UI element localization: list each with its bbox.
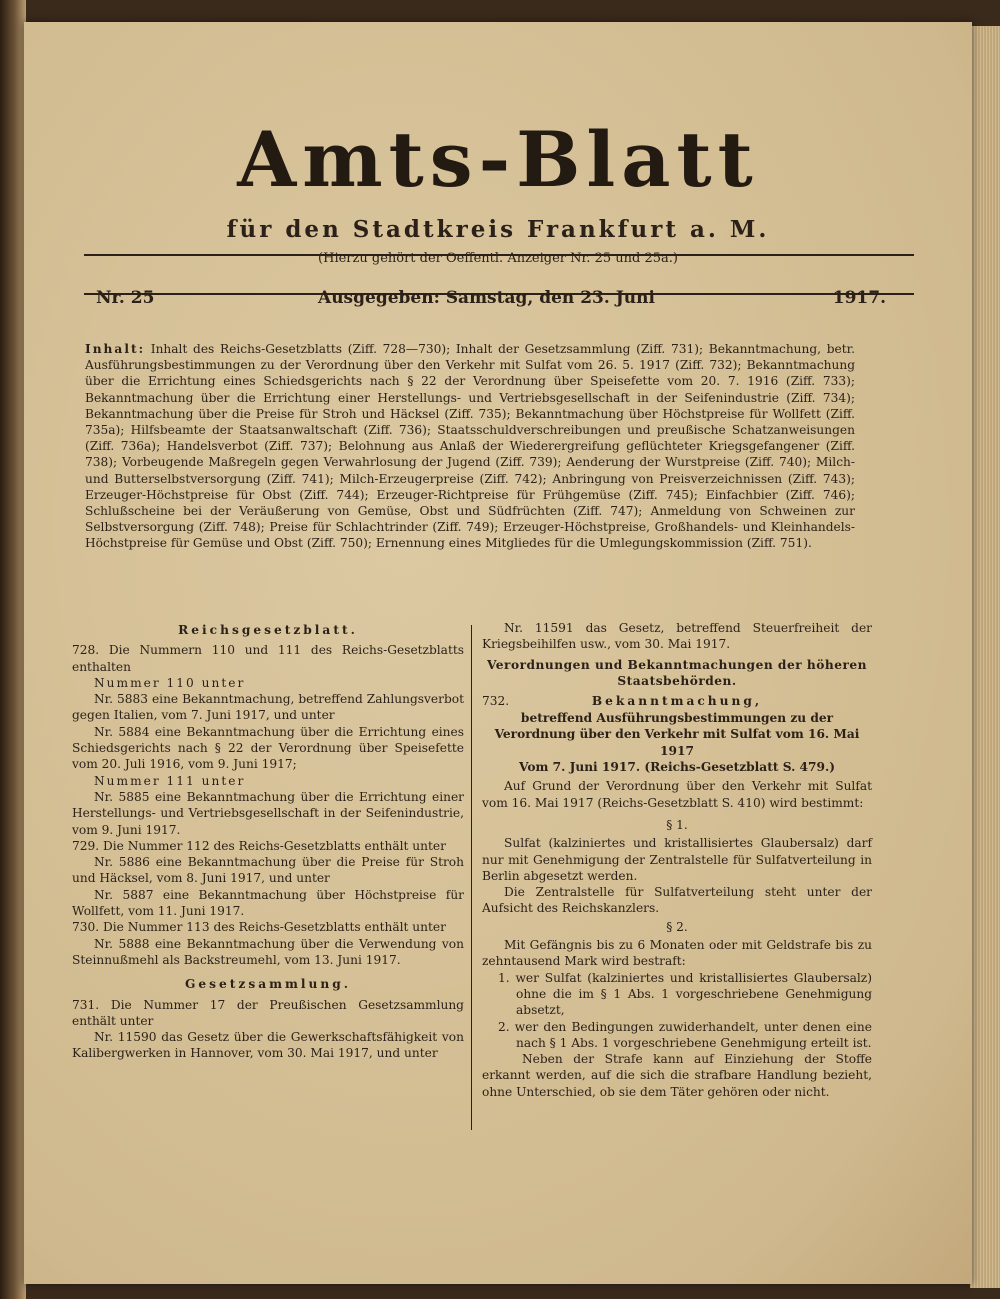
section-2-item-1: 1. wer Sulfat (kalziniertes und kristallisiertes Glaubersalz) ohne die im § 1 Abs. 1 vorgeschriebene Genehmigung absetzt, xyxy=(498,970,872,1018)
section-1-para-1: Sulfat (kalziniertes und kristallisiertes Glaubersalz) darf nur mit Genehmigung der Zentralstelle für Sulfatverteilung in Berlin abgesetzt werden. xyxy=(482,836,872,883)
item-728-intro: 728. Die Nummern 110 und 111 des Reichs-Gesetzblatts enthalten xyxy=(72,643,464,674)
rule-bottom xyxy=(84,293,914,295)
item-732-date: Vom 7. Juni 1917. (Reichs-Gesetzblatt S. 479.) xyxy=(519,760,835,775)
item-732-subject: betreffend Ausführungsbestimmungen zu der Verordnung über den Verkehr mit Sulfat vom 16. Mai 1917 xyxy=(494,711,860,758)
item-731-intro: 731. Die Nummer 17 der Preußischen Gesetzsammlung enthält unter xyxy=(72,997,464,1028)
item-732-number: 732. xyxy=(482,694,510,709)
issue-bar xyxy=(96,288,886,312)
column-divider xyxy=(471,625,472,1130)
issue-year: 1917. xyxy=(832,288,886,308)
section-2-heading: § 2. xyxy=(666,919,688,934)
contents-lead: Inhalt: xyxy=(85,342,146,356)
item-728-5884: Nr. 5884 eine Bekanntmachung über die Errichtung eines Schiedsgerichts nach § 22 der Verordnung über Speisefette vom 20. Juli 1916, vom 9. Juni 1917; xyxy=(72,724,464,772)
item-729-intro: 729. Die Nummer 112 des Reichs-Gesetzblatts enthält unter xyxy=(72,838,446,853)
item-728-5883: Nr. 5883 eine Bekanntmachung, betreffend Zahlungsverbot gegen Italien, vom 7. Juni 1917, und unter xyxy=(72,692,464,723)
item-730-5888: Nr. 5888 eine Bekanntmachung über die Verwendung von Steinnußmehl als Backstreumehl, vom 13. Juni 1917. xyxy=(72,936,464,967)
item-728-sub1: Nummer 110 unter xyxy=(94,675,246,690)
book-spine xyxy=(0,0,26,1299)
masthead-title: Amts-Blatt xyxy=(237,115,759,204)
page-edges xyxy=(970,26,1000,1288)
item-732-intro: Auf Grund der Verordnung über den Verkehr mit Sulfat vom 16. Mai 1917 (Reichs-Gesetzblatt S. 410) wird bestimmt: xyxy=(482,779,872,810)
contents-text: Inhalt des Reichs-Gesetzblatts (Ziff. 728—730); Inhalt der Gesetzsammlung (Ziff. 731); Bekanntmachung, betr. Ausführungsbestimmungen zu der Verordnung über den Verkehr mit Sulfat vom 26. 5. 1917 (Ziff. 732); Bekanntmachung über die Errichtung eines Schiedsgerichts nach § 22 der Verordnung über Speisefette vom 20. 7. 1916 (Ziff. 733); Bekanntmachung über die Errichtung einer Herstellungs- und Vertriebsgesellschaft in der Seifenindustrie (Ziff. 734); Bekanntmachung über die Preise für Stroh und Häcksel (Ziff. 735); Bekanntmachung über Höchstpreise für Wollfett (Ziff. 735a); Hilfsbeamte der Staatsanwaltschaft (Ziff. 736); Staatsschuldverschreibungen und preußische Schatzanweisungen (Ziff. 736a); Handelsverbot (Ziff. 737); Belohnung aus Anlaß der Wiederergreifung geflüchteter Kriegsgefangener (Ziff. 738); Vorbeugende Maßregeln gegen Verwahrlosung der Jugend (Ziff. 739); Aenderung der Wurstpreise (Ziff. 740); Milch- und Butterselbstversorgung (Ziff. 741); Milch-Erzeugerpreise (Ziff. 742); Anbringung von Preisverzeichnissen (Ziff. 743); Erzeuger-Höchstpreise für Obst (Ziff. 744); Erzeuger-Richtpreise für Frühgemüse (Ziff. 745); Einfachbier (Ziff. 746); Schlußscheine bei der Veräußerung von Gemüse, Obst und Südfrüchten (Ziff. 747); Anmeldung von Schweinen zur Selbstversorgung (Ziff. 748); Preise für Schlachtrinder (Ziff. 749); Erzeuger-Höchstpreise, Großhandels- und Kleinhandels-Höchstpreise für Gemüse und Obst (Ziff. 750); Ernennung eines Mitgliedes für die Umlegungskommission (Ziff. 751). xyxy=(85,342,856,551)
section-2-para-1: Mit Gefängnis bis zu 6 Monaten oder mit Geldstrafe bis zu zehntausend Mark wird bestraft: xyxy=(482,938,872,969)
section-1-heading: § 1. xyxy=(666,817,688,832)
newspaper-page xyxy=(24,22,972,1284)
heading-verordnungen: Verordnungen und Bekanntmachungen der höheren Staatsbehörden. xyxy=(486,657,868,688)
heading-gesetzsammlung: Gesetzsammlung. xyxy=(185,977,351,992)
item-732-header xyxy=(482,693,872,710)
item-728-sub2: Nummer 111 unter xyxy=(94,773,246,788)
section-1-para-2: Die Zentralstelle für Sulfatverteilung steht unter der Aufsicht des Reichskanzlers. xyxy=(482,885,872,916)
item-729-5886: Nr. 5886 eine Bekanntmachung über die Preise für Stroh und Häcksel, vom 8. Juni 1917, und unter xyxy=(72,855,464,886)
issue-number: Nr. 25 xyxy=(96,288,155,308)
left-column xyxy=(72,620,464,1062)
issue-date: Ausgegeben: Samstag, den 23. Juni xyxy=(318,288,655,308)
item-729-5887: Nr. 5887 eine Bekanntmachung über Höchstpreise für Wollfett, vom 11. Juni 1917. xyxy=(72,887,464,919)
masthead-subtitle: für den Stadtkreis Frankfurt a. M. xyxy=(226,216,770,243)
section-2-para-2: Neben der Strafe kann auf Einziehung der Stoffe erkannt werden, auf die sich die strafbare Handlung bezieht, ohne Unterschied, ob sie dem Täter gehören oder nicht. xyxy=(482,1052,872,1099)
item-732-title: Bekanntmachung, xyxy=(591,694,763,709)
right-column xyxy=(482,620,872,1100)
item-731-11590: Nr. 11590 das Gesetz über die Gewerkschaftsfähigkeit von Kalibergwerken in Hannover, vom 30. Mai 1917, und unter xyxy=(72,1030,464,1061)
table-of-contents xyxy=(85,341,855,552)
section-2-item-2: 2. wer den Bedingungen zuwiderhandelt, unter denen eine nach § 1 Abs. 1 vorgeschriebene Genehmigung erteilt ist. xyxy=(498,1019,872,1050)
item-728-5885: Nr. 5885 eine Bekanntmachung über die Errichtung einer Herstellungs- und Vertriebsgesellschaft in der Seifenindustrie, vom 9. Juni 1917. xyxy=(72,789,464,837)
item-730-intro: 730. Die Nummer 113 des Reichs-Gesetzblatts enthält unter xyxy=(72,920,446,935)
rule-top xyxy=(84,254,914,256)
item-731-11591: Nr. 11591 das Gesetz, betreffend Steuerfreiheit der Kriegsbeihilfen usw., vom 30. Mai 1917. xyxy=(482,621,872,652)
masthead-supplement: (Hierzu gehört der Oeffentl. Anzeiger Nr. 25 und 25a.) xyxy=(318,251,678,266)
heading-reichsgesetzblatt: Reichsgesetzblatt. xyxy=(178,623,358,637)
masthead xyxy=(24,115,972,266)
